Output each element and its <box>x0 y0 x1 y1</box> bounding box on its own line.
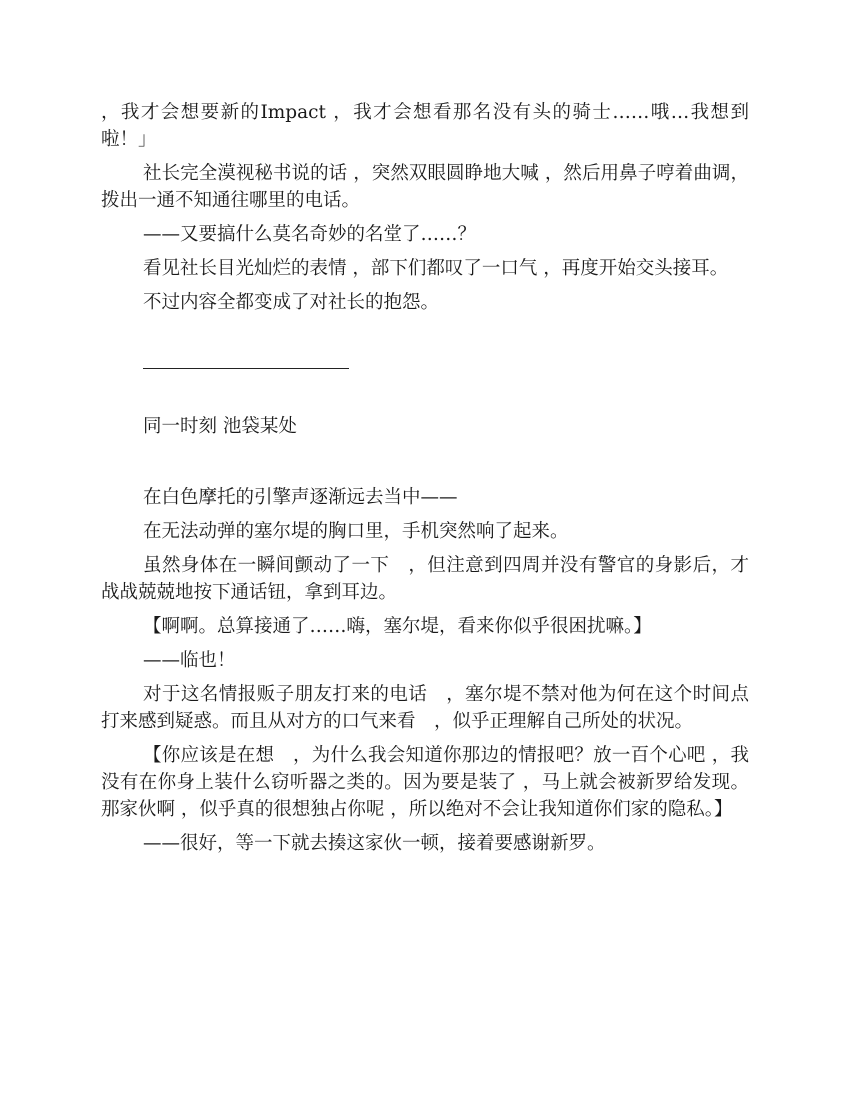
paragraph: 在无法动弹的塞尔堤的胸口里，手机突然响了起来。 <box>143 521 569 542</box>
paragraph: 对于这名情报贩子朋友打来的电话 ，塞尔堤不禁对他为何在这个时间点打来感到疑惑。而且从对方的口气来看 ，似乎正理解自己所处的状况。 <box>101 684 749 732</box>
paragraph: ，我才会想要新的Impact ，我才会想看那名没有头的骑士……哦…我想到啦！」 <box>101 102 749 150</box>
paragraph: 虽然身体在一瞬间颤动了一下 ，但注意到四周并没有警官的身影后，才战战兢兢地按下通话钮，拿到耳边。 <box>101 555 749 603</box>
section-separator-line <box>143 354 349 369</box>
document-page <box>101 99 749 864</box>
paragraph: 社长完全漠视秘书说的话 ，突然双眼圆睁地大喊 ，然后用鼻子哼着曲调，拨出一通不知通往哪里的电话。 <box>101 163 749 211</box>
paragraph: 【啊啊。总算接通了……嗨，塞尔堤，看来你似乎很困扰嘛。】 <box>143 616 652 637</box>
scene-heading: 同一时刻 池袋某处 <box>143 416 297 437</box>
paragraph: 不过内容全都变成了对社长的抱怨。 <box>143 292 440 313</box>
paragraph: ——又要搞什么莫名奇妙的名堂了……？ <box>143 224 477 245</box>
paragraph: ——很好，等一下就去揍这家伙一顿，接着要感谢新罗。 <box>143 833 606 854</box>
paragraph: 看见社长目光灿烂的表情 ，部下们都叹了一口气 ，再度开始交头接耳。 <box>143 258 729 279</box>
paragraph: ——临也！ <box>143 650 236 671</box>
paragraph: 在白色摩托的引擎声逐渐远去当中—— <box>143 487 458 508</box>
paragraph: 【你应该是在想 ，为什么我会知道你那边的情报吧？放一百个心吧 ，我没有在你身上装什么窃听器之类的。因为要是装了 ，马上就会被新罗给发现。那家伙啊 ，似乎真的很想独占你呢 ，所以绝对不会让我知道你们家的隐私。】 <box>101 745 749 820</box>
